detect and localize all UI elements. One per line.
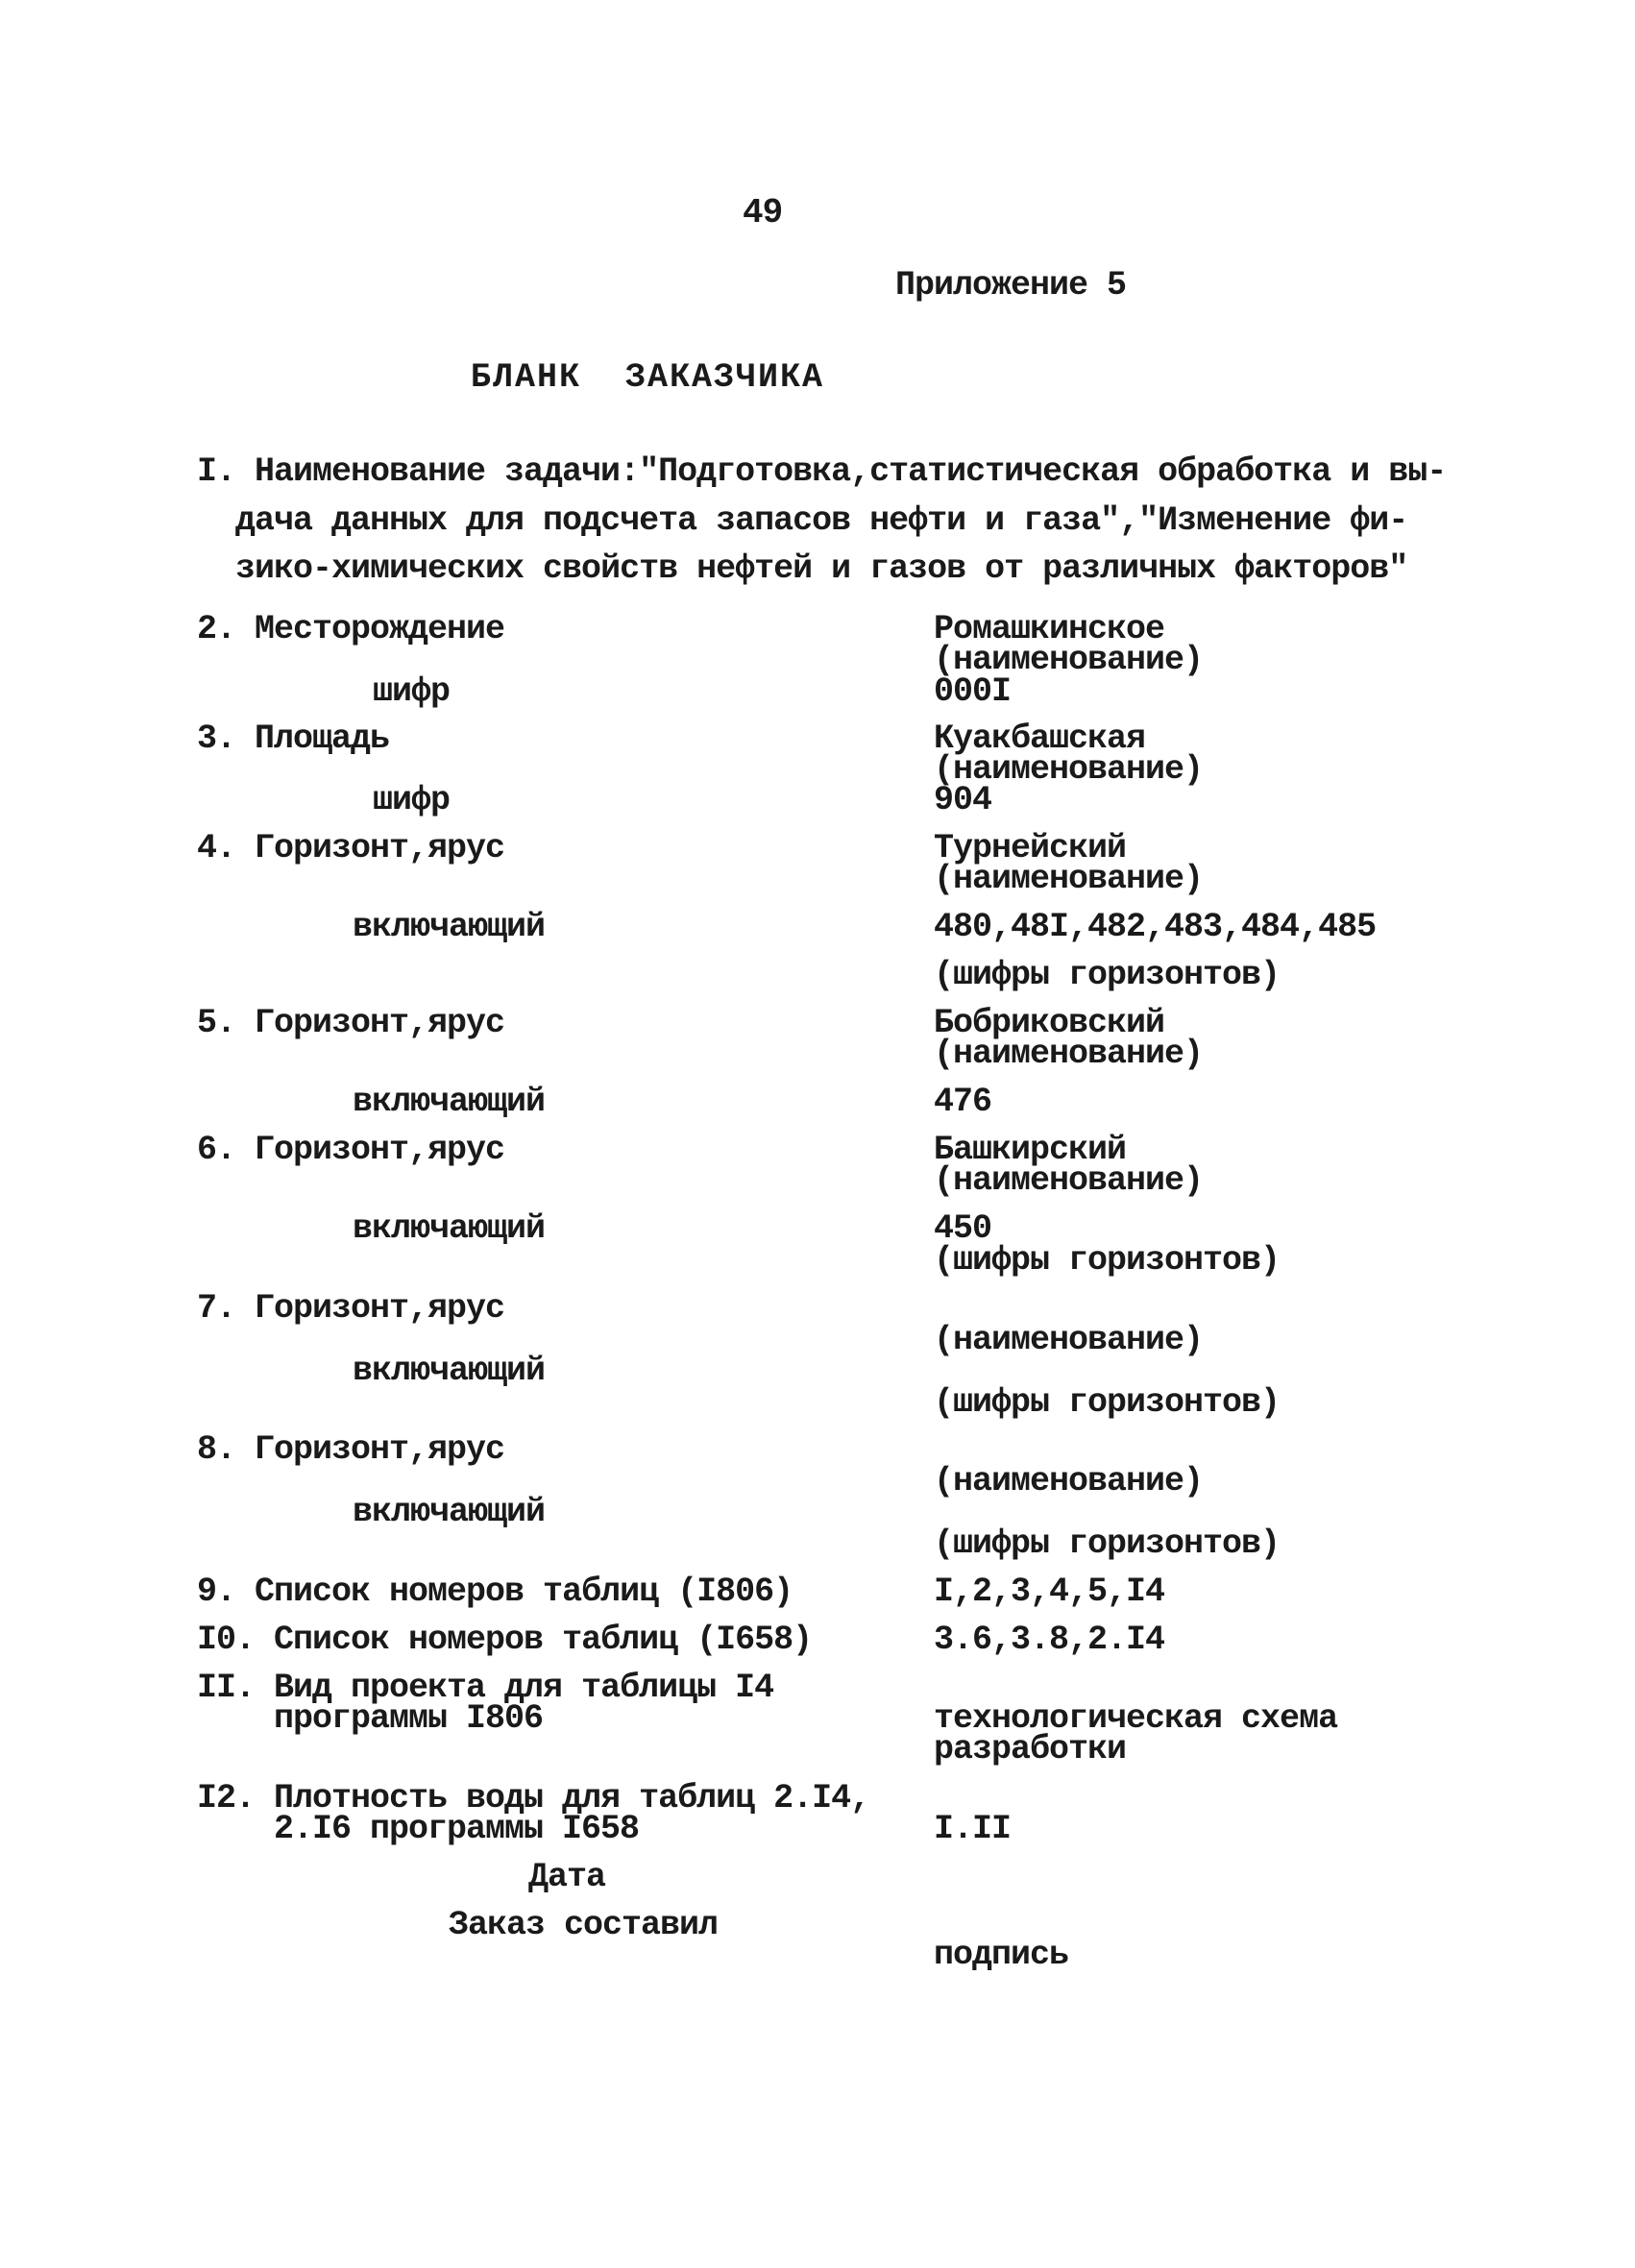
horizon-7-codes-hint: (шифры горизонтов) (934, 1383, 1281, 1422)
item-12-label-line-2: 2.I6 программы I658 (274, 1810, 640, 1848)
task-line-2: дача данных для подсчета запасов нефти и газа","Изменение фи- (235, 501, 1408, 540)
area-code-value: 904 (934, 781, 992, 819)
area-name-hint: (наименование) (934, 750, 1204, 789)
item-9-value: I,2,3,4,5,I4 (934, 1573, 1165, 1611)
task-line-3: зико-химических свойств нефтей и газов от различных факторов" (235, 549, 1408, 588)
item-11-value-line-2: разработки (934, 1730, 1127, 1768)
item-10-label: I0. Список номеров таблиц (I658) (197, 1621, 813, 1659)
horizon-8-name-hint: (наименование) (934, 1462, 1204, 1500)
horizon-8-incl-label: включающий (353, 1493, 546, 1531)
field-code-value: 000I (934, 672, 1012, 711)
signature-label: подпись (934, 1936, 1069, 1974)
appendix-label: Приложение 5 (895, 266, 1127, 305)
horizon-6-incl-label: включающий (353, 1209, 546, 1248)
field-name-value: Ромашкинское (934, 610, 1165, 648)
horizon-5-name-value: Бобриковский (934, 1004, 1165, 1042)
item-12-label-line-1: I2. Плотность воды для таблиц 2.I4, (197, 1779, 870, 1817)
field-code-label: шифр (373, 672, 451, 711)
horizon-5-incl-value: 476 (934, 1083, 992, 1121)
horizon-8-codes-hint: (шифры горизонтов) (934, 1524, 1281, 1563)
field-name-hint: (наименование) (934, 641, 1204, 679)
horizon-4-incl-value: 480,48I,482,483,484,485 (934, 908, 1377, 946)
form-title: БЛАНК ЗАКАЗЧИКА (471, 358, 825, 397)
compiled-label: Заказ составил (449, 1906, 719, 1944)
page-number: 49 (743, 193, 783, 232)
horizon-5-label: 5. Горизонт,ярус (197, 1004, 505, 1042)
horizon-6-name-hint: (наименование) (934, 1161, 1204, 1200)
item-9-label: 9. Список номеров таблиц (I806) (197, 1573, 793, 1611)
field-label: 2. Месторождение (197, 610, 505, 648)
task-line-1: Наименование задачи:"Подготовка,статистическая обработка и вы- (255, 452, 1447, 491)
item-11-label-line-2: программы I806 (274, 1699, 544, 1738)
horizon-7-incl-label: включающий (353, 1352, 546, 1390)
task-number: I. (197, 452, 236, 491)
horizon-5-name-hint: (наименование) (934, 1035, 1204, 1073)
horizon-7-label: 7. Горизонт,ярус (197, 1289, 505, 1328)
area-code-label: шифр (373, 781, 451, 819)
horizon-4-incl-label: включающий (353, 908, 546, 946)
horizon-4-name-hint: (наименование) (934, 860, 1204, 898)
item-11-value-line-1: технологическая схема (934, 1699, 1338, 1738)
horizon-4-codes-hint: (шифры горизонтов) (934, 956, 1281, 994)
horizon-4-label: 4. Горизонт,ярус (197, 829, 505, 867)
item-11-label-line-1: II. Вид проекта для таблицы I4 (197, 1669, 774, 1707)
area-label: 3. Площадь (197, 719, 390, 758)
item-10-value: 3.6,3.8,2.I4 (934, 1621, 1165, 1659)
horizon-6-incl-value: 450 (934, 1209, 992, 1248)
horizon-5-incl-label: включающий (353, 1083, 546, 1121)
area-name-value: Куакбашская (934, 719, 1146, 758)
date-label: Дата (528, 1858, 606, 1896)
horizon-6-name-value: Башкирский (934, 1131, 1127, 1169)
item-12-value: I.II (934, 1810, 1012, 1848)
horizon-6-codes-hint: (шифры горизонтов) (934, 1241, 1281, 1280)
horizon-6-label: 6. Горизонт,ярус (197, 1131, 505, 1169)
horizon-8-label: 8. Горизонт,ярус (197, 1430, 505, 1469)
horizon-7-name-hint: (наименование) (934, 1321, 1204, 1359)
horizon-4-name-value: Турнейский (934, 829, 1127, 867)
